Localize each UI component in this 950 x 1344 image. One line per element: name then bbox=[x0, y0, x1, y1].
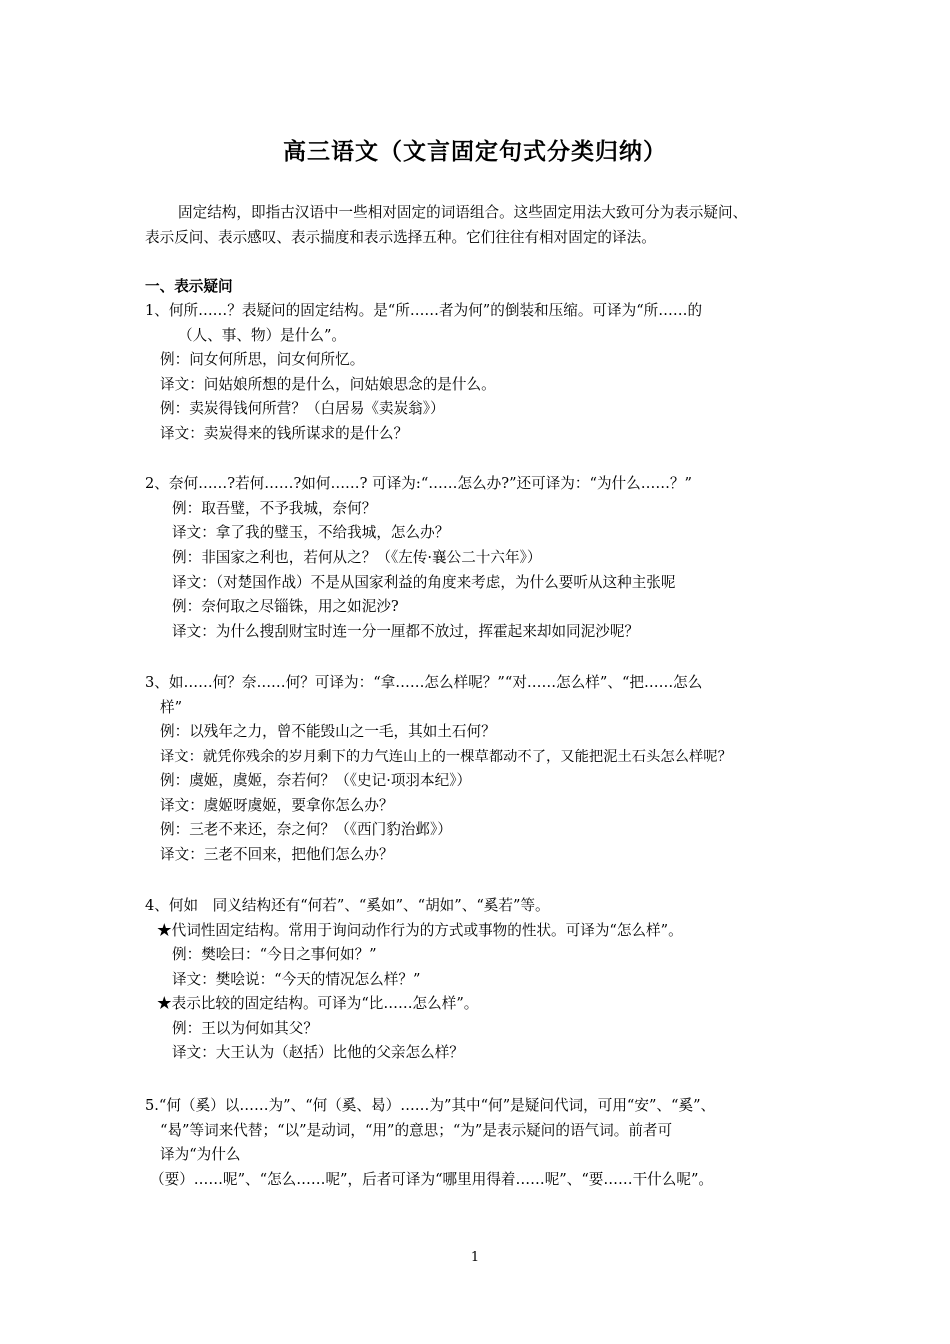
item1-example-2: 例：卖炭得钱何所营？（白居易《卖炭翁》） bbox=[160, 400, 445, 417]
item1-translation-2: 译文：卖炭得来的钱所谋求的是什么？ bbox=[160, 425, 409, 442]
item3-line-1: 3、如……何？奈……何？可译为：“拿……怎么样呢？”“对……怎么样”、“把……怎么 bbox=[145, 674, 703, 691]
page-number: 1 bbox=[470, 1250, 480, 1265]
item5-line-3: 译为“为什么 bbox=[160, 1146, 241, 1163]
section-heading-questions: 一、表示疑问 bbox=[145, 278, 233, 295]
item3-example-3: 例：三老不来还，奈之何？（《西门豹治邺》） bbox=[160, 821, 452, 838]
item4-point-1: ★代词性固定结构。常用于询问动作行为的方式或事物的性状。可译为“怎么样”。 bbox=[157, 922, 683, 939]
item1-translation-1: 译文：问姑娘所想的是什么，问姑娘思念的是什么。 bbox=[160, 376, 496, 393]
item3-line-2: 样” bbox=[160, 699, 183, 716]
item2-translation-2: 译文：（对楚国作战）不是从国家利益的角度来考虑，为什么要听从这种主张呢 bbox=[172, 574, 676, 591]
item3-example-2: 例：虞姬，虞姬，奈若何？（《史记·项羽本纪》） bbox=[160, 772, 472, 789]
item4-point-2: ★表示比较的固定结构。可译为“比……怎么样”。 bbox=[157, 995, 479, 1012]
item5-line-2: “曷”等词来代替；“以”是动词，“用”的意思；“为”是表示疑问的语气词。前者可 bbox=[160, 1122, 673, 1139]
item5-line-1: 5.“何（奚）以……为”、“何（奚、曷）……为”其中“何”是疑问代词，可用“安”、“奚”、 bbox=[145, 1097, 716, 1114]
item3-translation-3: 译文：三老不回来，把他们怎么办？ bbox=[160, 846, 394, 863]
item3-translation-1: 译文：就凭你残余的岁月剩下的力气连山上的一棵草都动不了，又能把泥土石头怎么样呢？ bbox=[160, 749, 732, 765]
item2-example-1: 例：取吾璧，不予我城，奈何？ bbox=[172, 500, 377, 517]
intro-line-1: 固定结构，即指古汉语中一些相对固定的词语组合。这些固定用法大致可分为表示疑问、 bbox=[178, 204, 748, 221]
item2-translation-1: 译文：拿了我的璧玉，不给我城，怎么办？ bbox=[172, 524, 450, 541]
item5-line-4: （要）……呢”、“怎么……呢”，后者可译为“哪里用得着……呢”、“要……干什么呢”。 bbox=[150, 1171, 714, 1188]
item4-translation-2: 译文：大王认为（赵括）比他的父亲怎么样？ bbox=[172, 1044, 464, 1061]
item4-example-2: 例：王以为何如其父？ bbox=[172, 1020, 318, 1037]
item1-line-1: 1、何所……？表疑问的固定结构。是“所……者为何”的倒装和压缩。可译为“所……的 bbox=[145, 302, 703, 319]
page-title: 高三语文（文言固定句式分类归纳） bbox=[283, 138, 667, 165]
intro-line-2: 表示反问、表示感叹、表示揣度和表示选择五种。它们往往有相对固定的译法。 bbox=[145, 229, 656, 246]
item2-example-2: 例：非国家之利也，若何从之？（《左传·襄公二十六年》） bbox=[172, 549, 542, 566]
item3-example-1: 例：以残年之力，曾不能毁山之一毛，其如土石何？ bbox=[160, 723, 496, 740]
item2-line-1: 2、奈何……?若何……?如何……? 可译为:“……怎么办?”还可译为：“为什么……？” bbox=[145, 475, 692, 492]
item2-example-3: 例：奈何取之尽锱铢，用之如泥沙? bbox=[172, 598, 399, 615]
item4-translation-1: 译文：樊哙说：“今天的情况怎么样？” bbox=[172, 971, 421, 988]
item4-line-1: 4、何如 同义结构还有“何若”、“奚如”、“胡如”、“奚若”等。 bbox=[145, 897, 550, 914]
item1-line-2: （人、事、物）是什么”。 bbox=[178, 327, 346, 344]
item2-translation-3: 译文：为什么搜刮财宝时连一分一厘都不放过，挥霍起来却如同泥沙呢？ bbox=[172, 623, 640, 640]
item3-translation-2: 译文：虞姬呀虞姬，要拿你怎么办？ bbox=[160, 797, 394, 814]
item1-example-1: 例：问女何所思，问女何所忆。 bbox=[160, 351, 365, 368]
item4-example-1: 例：樊哙曰：“今日之事何如？” bbox=[172, 946, 377, 963]
